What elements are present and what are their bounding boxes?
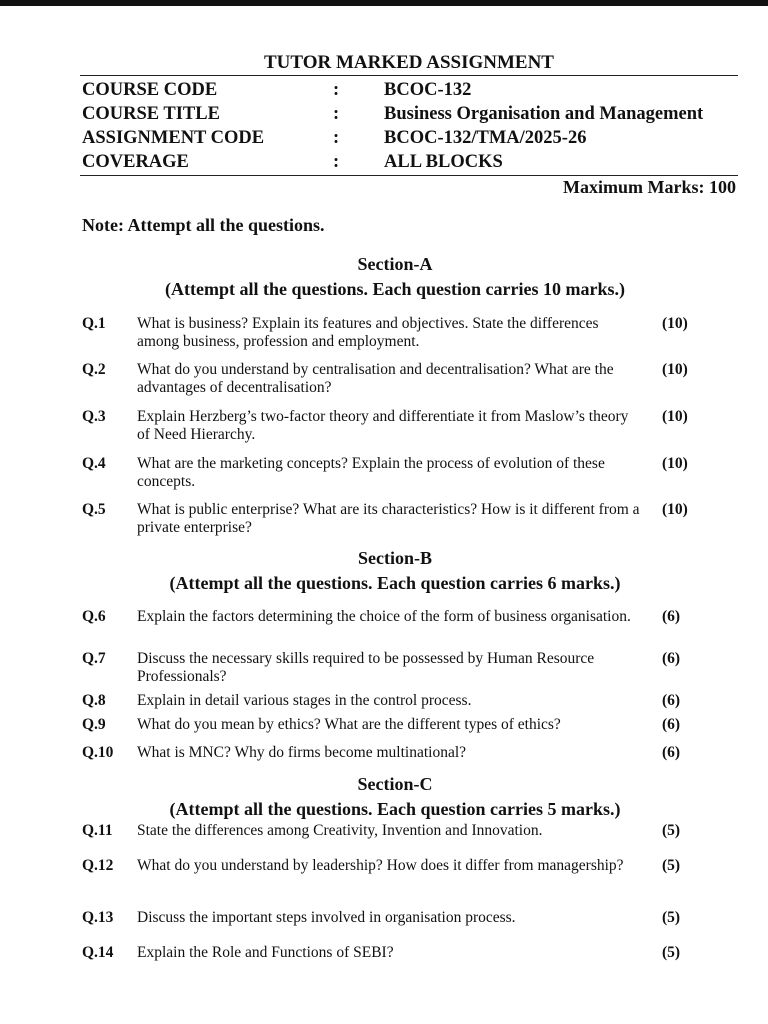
question-marks: (10) — [662, 361, 688, 378]
header-value: ALL BLOCKS — [384, 152, 503, 172]
question-marks: (10) — [662, 455, 688, 472]
header-bottom-rule — [80, 175, 738, 176]
document-title: TUTOR MARKED ASSIGNMENT — [264, 52, 554, 73]
question-marks: (5) — [662, 857, 681, 874]
question-number: Q.10 — [82, 744, 114, 761]
question-number: Q.6 — [82, 608, 106, 625]
header-key: COURSE TITLE — [82, 104, 220, 124]
maximum-marks: Maximum Marks: 100 — [563, 177, 736, 197]
section-a-instruction: (Attempt all the questions. Each question carries 10 marks.) — [165, 279, 625, 299]
header-row-course-code — [82, 78, 738, 102]
question-marks: (10) — [662, 501, 688, 518]
question-marks: (10) — [662, 315, 688, 332]
question-marks: (10) — [662, 408, 688, 425]
question-text: Explain in detail various stages in the control process. — [137, 692, 472, 709]
header-row-coverage — [82, 150, 738, 174]
header-value: Business Organisation and Management — [384, 104, 704, 124]
section-c-instruction: (Attempt all the questions. Each question carries 5 marks.) — [169, 799, 621, 819]
question-text: Discuss the necessary skills required to be possessed by Human Resource Professionals? — [137, 650, 595, 685]
question-text: What are the marketing concepts? Explain the process of evolution of these concepts. — [137, 455, 605, 490]
question-number: Q.1 — [82, 315, 106, 332]
question-text: Explain the Role and Functions of SEBI? — [137, 944, 394, 961]
question-marks: (6) — [662, 716, 681, 733]
question-text: What is business? Explain its features and objectives. State the differences among business, profession and employment. — [137, 315, 599, 350]
question-number: Q.14 — [82, 944, 114, 961]
section-b-title: Section-B — [358, 548, 432, 568]
question-text: Explain the factors determining the choice of the form of business organisation. — [137, 608, 631, 625]
header-separator: : — [333, 128, 340, 148]
header-row-course-title — [82, 102, 738, 126]
question-text: Discuss the important steps involved in organisation process. — [137, 909, 516, 926]
question-marks: (6) — [662, 744, 681, 761]
header-key: COURSE CODE — [82, 80, 218, 100]
question-number: Q.8 — [82, 692, 106, 709]
question-number: Q.9 — [82, 716, 106, 733]
question-text: What is MNC? Why do firms become multinational? — [137, 744, 467, 761]
question-number: Q.3 — [82, 408, 106, 425]
header-separator: : — [333, 152, 340, 172]
question-number: Q.2 — [82, 361, 106, 378]
question-marks: (5) — [662, 944, 681, 961]
note: Note: Attempt all the questions. — [82, 215, 325, 235]
header-key: COVERAGE — [82, 152, 189, 172]
question-number: Q.5 — [82, 501, 106, 518]
question-text: What do you mean by ethics? What are the different types of ethics? — [137, 716, 561, 733]
top-edge-bar — [0, 0, 768, 6]
question-number: Q.11 — [82, 822, 113, 839]
header-separator: : — [333, 80, 340, 100]
question-marks: (6) — [662, 692, 681, 709]
header-row-assignment-code — [82, 126, 738, 150]
header-value: BCOC-132/TMA/2025-26 — [384, 128, 587, 148]
question-marks: (6) — [662, 608, 681, 625]
question-text: Explain Herzberg’s two-factor theory and differentiate it from Maslow’s theory of Need Hierarchy. — [137, 408, 629, 443]
question-marks: (5) — [662, 822, 681, 839]
section-c-title: Section-C — [357, 774, 433, 794]
question-marks: (5) — [662, 909, 681, 926]
question-number: Q.13 — [82, 909, 114, 926]
question-text: What do you understand by centralisation and decentralisation? What are the advantages of decentralisation? — [137, 361, 614, 396]
question-number: Q.12 — [82, 857, 114, 874]
question-marks: (6) — [662, 650, 681, 667]
header-key: ASSIGNMENT CODE — [82, 128, 265, 148]
question-text: What do you understand by leadership? How does it differ from managership? — [137, 857, 624, 874]
header-top-rule — [80, 75, 738, 76]
header-separator: : — [333, 104, 340, 124]
section-a-title: Section-A — [357, 254, 433, 274]
question-number: Q.4 — [82, 455, 106, 472]
question-number: Q.7 — [82, 650, 106, 667]
header-value: BCOC-132 — [384, 80, 472, 100]
section-b-instruction: (Attempt all the questions. Each question carries 6 marks.) — [169, 573, 621, 593]
question-text: State the differences among Creativity, Invention and Innovation. — [137, 822, 543, 839]
question-text: What is public enterprise? What are its characteristics? How is it different from a private enterprise? — [137, 501, 640, 536]
